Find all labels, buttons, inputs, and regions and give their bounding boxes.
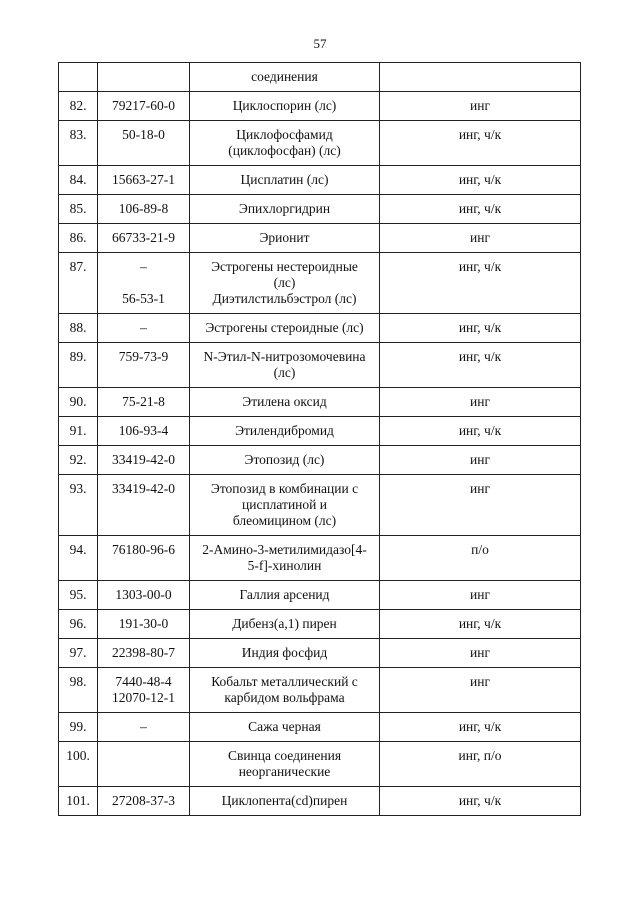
table-row — [59, 668, 581, 713]
row-number: 86. — [59, 224, 98, 253]
cas-line: 27208-37-3 — [112, 793, 175, 808]
substance-name-line: Эстрогены нестероидные — [211, 259, 358, 274]
substance-name-line: Этилена оксид — [242, 394, 327, 409]
cas-line: 7440-48-4 — [115, 674, 172, 689]
exposure-route: инг — [380, 224, 581, 253]
exposure-route: инг — [380, 446, 581, 475]
substance-name-line: Диэтилстильбэстрол (лс) — [212, 291, 357, 306]
exposure-route: инг, п/о — [380, 742, 581, 787]
substance-name — [190, 224, 380, 253]
cas-line: – — [140, 320, 147, 335]
row-number: 83. — [59, 121, 98, 166]
cas-number — [98, 121, 190, 166]
exposure-route: п/о — [380, 536, 581, 581]
cas-line: 76180-96-6 — [112, 542, 175, 557]
exposure-route: инг — [380, 92, 581, 121]
table-row — [59, 446, 581, 475]
cas-number — [98, 787, 190, 816]
substance-name-line: Сажа черная — [248, 719, 321, 734]
cas-number — [98, 713, 190, 742]
cas-number — [98, 742, 190, 787]
cas-line: 1303-00-0 — [115, 587, 172, 602]
cas-number — [98, 639, 190, 668]
cas-line: 759-73-9 — [118, 349, 169, 364]
row-number — [59, 63, 98, 92]
exposure-route: инг, ч/к — [380, 343, 581, 388]
substance-name-line: Этопозид в комбинации с — [210, 481, 359, 496]
substance-name-line: Эпихлоргидрин — [238, 201, 331, 216]
row-number: 94. — [59, 536, 98, 581]
table-row — [59, 417, 581, 446]
cas-line: 106-93-4 — [118, 423, 169, 438]
cas-number — [98, 581, 190, 610]
cas-number — [98, 668, 190, 713]
cas-line: 12070-12-1 — [112, 690, 175, 705]
substance-name-line: 2-Амино-3-метилимидазо[4- — [202, 542, 367, 557]
table-row — [59, 639, 581, 668]
substance-name — [190, 742, 380, 787]
cas-number — [98, 536, 190, 581]
cas-number — [98, 224, 190, 253]
cas-number — [98, 253, 190, 314]
exposure-route: инг — [380, 475, 581, 536]
table-row — [59, 536, 581, 581]
row-number: 84. — [59, 166, 98, 195]
substance-name-line: (лс) — [273, 365, 296, 380]
table-row — [59, 121, 581, 166]
carcinogen-table — [58, 62, 581, 816]
substance-name-line: Индия фосфид — [241, 645, 328, 660]
cas-line: 22398-80-7 — [112, 645, 175, 660]
table-row — [59, 166, 581, 195]
substance-name — [190, 536, 380, 581]
cas-line: 75-21-8 — [122, 394, 165, 409]
substance-name — [190, 417, 380, 446]
cas-number — [98, 446, 190, 475]
substance-name-line: (лс) — [273, 275, 296, 290]
cas-number — [98, 195, 190, 224]
cas-line: 79217-60-0 — [112, 98, 175, 113]
substance-name — [190, 92, 380, 121]
exposure-route: инг, ч/к — [380, 314, 581, 343]
table-body — [59, 63, 581, 816]
row-number: 95. — [59, 581, 98, 610]
cas-line: – — [140, 719, 147, 734]
substance-name — [190, 388, 380, 417]
cas-line: 50-18-0 — [122, 127, 165, 142]
cas-number — [98, 63, 190, 92]
table-row — [59, 343, 581, 388]
cas-line: 33419-42-0 — [112, 452, 175, 467]
page-number: 57 — [313, 36, 327, 51]
cas-line: 33419-42-0 — [112, 481, 175, 496]
table-row — [59, 314, 581, 343]
substance-name-line: 5-f]-хинолин — [247, 558, 322, 573]
substance-name — [190, 166, 380, 195]
substance-name — [190, 713, 380, 742]
substance-name-line: Эстрогены стероидные (лс) — [205, 320, 364, 335]
substance-name — [190, 639, 380, 668]
row-number: 89. — [59, 343, 98, 388]
cas-number — [98, 166, 190, 195]
row-number: 97. — [59, 639, 98, 668]
substance-name-line: Кобальт металлический с — [211, 674, 358, 689]
cas-number — [98, 475, 190, 536]
exposure-route: инг, ч/к — [380, 253, 581, 314]
row-number: 90. — [59, 388, 98, 417]
row-number: 101. — [59, 787, 98, 816]
table-row — [59, 581, 581, 610]
cas-line: – — [140, 259, 147, 274]
table-row — [59, 713, 581, 742]
substance-name-line: Цисплатин (лс) — [240, 172, 329, 187]
substance-name-line: Свинца соединения — [227, 748, 342, 763]
substance-name-line: неорганические — [238, 764, 331, 779]
row-number: 92. — [59, 446, 98, 475]
row-number: 87. — [59, 253, 98, 314]
exposure-route: инг, ч/к — [380, 195, 581, 224]
exposure-route: инг — [380, 581, 581, 610]
exposure-route: инг, ч/к — [380, 713, 581, 742]
substance-name-line: Циклопента(cd)пирен — [221, 793, 348, 808]
row-number: 91. — [59, 417, 98, 446]
cas-number — [98, 388, 190, 417]
exposure-route — [380, 63, 581, 92]
cas-number — [98, 92, 190, 121]
substance-name: соединения — [190, 63, 380, 92]
table-row — [59, 610, 581, 639]
substance-name-line: Циклоспорин (лс) — [232, 98, 337, 113]
substance-name-line: Эрионит — [259, 230, 310, 245]
row-number: 96. — [59, 610, 98, 639]
substance-name-line: блеомицином (лс) — [232, 513, 337, 528]
cas-line — [101, 275, 186, 291]
row-number: 100. — [59, 742, 98, 787]
substance-name-line: Дибенз(а,1) пирен — [232, 616, 337, 631]
cas-line: 56-53-1 — [122, 291, 165, 306]
substance-name-line: Циклофосфамид — [236, 127, 333, 142]
cas-number — [98, 417, 190, 446]
exposure-route: инг, ч/к — [380, 787, 581, 816]
cas-number — [98, 314, 190, 343]
exposure-route: инг — [380, 639, 581, 668]
substance-name-line: карбидом вольфрама — [224, 690, 345, 705]
table-row — [59, 195, 581, 224]
substance-name — [190, 787, 380, 816]
substance-name — [190, 446, 380, 475]
substance-name-line: Галлия арсенид — [239, 587, 330, 602]
exposure-route: инг — [380, 388, 581, 417]
substance-name — [190, 668, 380, 713]
exposure-route: инг, ч/к — [380, 121, 581, 166]
table-row — [59, 787, 581, 816]
row-number: 85. — [59, 195, 98, 224]
table-row — [59, 475, 581, 536]
table-row — [59, 92, 581, 121]
substance-name — [190, 343, 380, 388]
substance-name-line: N-Этил-N-нитрозомочевина — [203, 349, 366, 364]
cas-line: 15663-27-1 — [112, 172, 175, 187]
row-number: 82. — [59, 92, 98, 121]
substance-name — [190, 610, 380, 639]
exposure-route: инг, ч/к — [380, 610, 581, 639]
row-number: 93. — [59, 475, 98, 536]
row-number: 88. — [59, 314, 98, 343]
table-row — [59, 253, 581, 314]
table-row — [59, 224, 581, 253]
row-number: 98. — [59, 668, 98, 713]
table-row — [59, 388, 581, 417]
substance-name-line: Этилендибромид — [235, 423, 334, 438]
continuation-row — [59, 63, 581, 92]
substance-name-line: Этопозид (лс) — [244, 452, 325, 467]
cas-line: 191-30-0 — [118, 616, 169, 631]
substance-name — [190, 195, 380, 224]
substance-name — [190, 581, 380, 610]
cas-line: 66733-21-9 — [112, 230, 175, 245]
exposure-route: инг, ч/к — [380, 166, 581, 195]
substance-name — [190, 121, 380, 166]
row-number: 99. — [59, 713, 98, 742]
substance-name — [190, 314, 380, 343]
cas-line — [101, 748, 186, 764]
substance-name-line: цисплатиной и — [242, 497, 327, 512]
exposure-route: инг, ч/к — [380, 417, 581, 446]
cas-number — [98, 343, 190, 388]
substance-name-line: (циклофосфан) (лс) — [228, 143, 341, 158]
cas-number — [98, 610, 190, 639]
cas-line: 106-89-8 — [118, 201, 169, 216]
substance-name — [190, 253, 380, 314]
exposure-route: инг — [380, 668, 581, 713]
table-row — [59, 742, 581, 787]
substance-name — [190, 475, 380, 536]
